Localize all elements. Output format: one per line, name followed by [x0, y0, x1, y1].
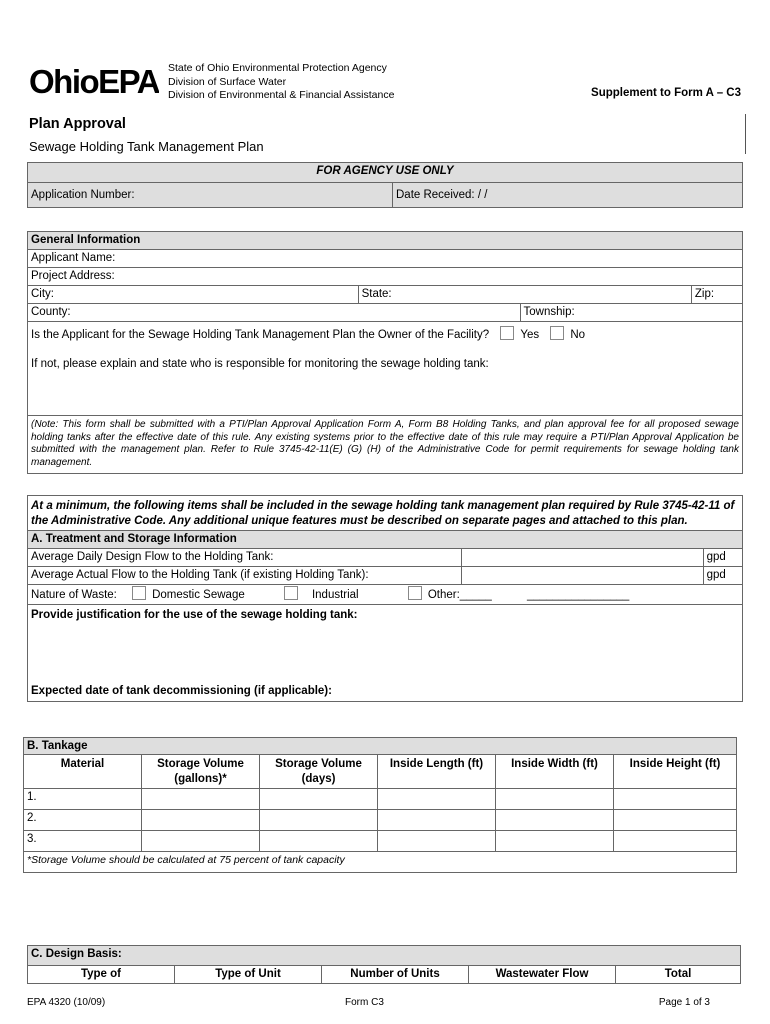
- applicant-name-field[interactable]: Applicant Name:: [28, 250, 743, 268]
- table-row: [24, 789, 737, 810]
- justification-cell[interactable]: [28, 605, 743, 702]
- general-information-table: [27, 231, 743, 474]
- margin-rule: [745, 114, 746, 154]
- table-cell[interactable]: [496, 810, 614, 831]
- justification-prompt: Provide justification for the use of the sewage holding tank:: [31, 609, 358, 621]
- table-cell[interactable]: [260, 789, 378, 810]
- domestic-label: Domestic Sewage: [152, 589, 245, 601]
- col-inside-height: Inside Height (ft): [614, 755, 737, 789]
- row-number: 3.: [24, 831, 142, 852]
- zip-field[interactable]: Zip:: [691, 286, 742, 304]
- section-b-heading: B. Tankage: [24, 738, 737, 755]
- ohio-epa-logo: [29, 62, 159, 100]
- table-cell[interactable]: [378, 789, 496, 810]
- table-cell[interactable]: [260, 831, 378, 852]
- no-checkbox[interactable]: [550, 326, 564, 340]
- other-line: ________________: [526, 589, 630, 601]
- storage-footnote: *Storage Volume should be calculated at 75 percent of tank capacity: [24, 852, 737, 873]
- avg-actual-flow-input[interactable]: [461, 567, 703, 585]
- other-label: Other:_____: [427, 589, 492, 601]
- table-cell[interactable]: [260, 810, 378, 831]
- owner-question-cell: [28, 322, 743, 416]
- col-inside-width: Inside Width (ft): [496, 755, 614, 789]
- yes-checkbox[interactable]: [500, 326, 514, 340]
- svg-text:OhioEPA: OhioEPA: [29, 63, 159, 100]
- township-field[interactable]: Township:: [520, 304, 742, 322]
- city-field[interactable]: City:: [28, 286, 359, 304]
- agency-line: State of Ohio Environmental Protection Agency: [168, 62, 387, 74]
- col-number-of-units: Number of Units: [322, 966, 469, 984]
- table-cell[interactable]: [378, 810, 496, 831]
- table-cell[interactable]: [614, 789, 737, 810]
- other-checkbox[interactable]: [408, 586, 422, 600]
- state-field[interactable]: State:: [358, 286, 691, 304]
- col-material: Material: [24, 755, 142, 789]
- date-received-field: Date Received: / /: [393, 183, 743, 208]
- table-cell[interactable]: [496, 789, 614, 810]
- page-title: Plan Approval: [29, 116, 126, 132]
- table-cell[interactable]: [378, 831, 496, 852]
- col-inside-length: Inside Length (ft): [378, 755, 496, 789]
- section-b-table: [23, 737, 737, 873]
- section-a-table: [27, 495, 743, 702]
- agency-block: [168, 62, 394, 103]
- col-type-of: Type of: [28, 966, 175, 984]
- section-a-heading: A. Treatment and Storage Information: [28, 531, 743, 549]
- submission-note: (Note: This form shall be submitted with a PTI/Plan Approval Application Form A, Form B8 Holding Tanks, and plan approval fee for all proposed sewage holding tanks after the effective date of this rule. Any existing systems prior to the effective date of this rule may require a PTI/Plan Approval Application be submitted with the management plan. Refer to Rule 3745-42-11(E) (G) (H) of the Administrative Code for permit requirements for sewage holding tank management.: [28, 416, 743, 474]
- nature-of-waste-row: [28, 585, 743, 605]
- section-c-heading: C. Design Basis:: [28, 946, 741, 966]
- yes-label: Yes: [520, 329, 540, 341]
- table-cell[interactable]: [142, 789, 260, 810]
- table-cell[interactable]: [614, 831, 737, 852]
- decommission-prompt: Expected date of tank decommissioning (if applicable):: [31, 685, 332, 697]
- col-wastewater-flow: Wastewater Flow: [469, 966, 616, 984]
- table-row: [24, 810, 737, 831]
- agency-line: Division of Surface Water: [168, 75, 287, 88]
- nature-of-waste-label: Nature of Waste:: [31, 589, 117, 601]
- avg-design-flow-label: Average Daily Design Flow to the Holding Tank:: [28, 549, 462, 567]
- page-number: Page 1 of 3: [658, 997, 710, 1008]
- table-cell[interactable]: [496, 831, 614, 852]
- col-total: Total: [616, 966, 741, 984]
- table-cell[interactable]: [142, 831, 260, 852]
- domestic-checkbox[interactable]: [132, 586, 146, 600]
- form-number: EPA 4320 (10/09): [27, 997, 106, 1008]
- application-number-field: Application Number:: [28, 183, 393, 208]
- col-storage-days: Storage Volume (days): [260, 755, 378, 789]
- industrial-checkbox[interactable]: [284, 586, 298, 600]
- row-number: 1.: [24, 789, 142, 810]
- avg-actual-flow-label: Average Actual Flow to the Holding Tank (if existing Holding Tank):: [28, 567, 462, 585]
- table-cell[interactable]: [142, 810, 260, 831]
- table-cell[interactable]: [614, 810, 737, 831]
- project-address-field[interactable]: Project Address:: [28, 268, 743, 286]
- owner-question: Is the Applicant for the Sewage Holding Tank Management Plan the Owner of the Facility?: [31, 329, 490, 341]
- industrial-label: Industrial: [311, 589, 359, 601]
- col-storage-gallons: Storage Volume (gallons)*: [142, 755, 260, 789]
- form-label: Form C3: [345, 997, 384, 1008]
- table-row: [24, 831, 737, 852]
- county-field[interactable]: County:: [28, 304, 521, 322]
- agency-use-heading: FOR AGENCY USE ONLY: [28, 163, 743, 183]
- agency-line: Division of Environmental & Financial Assistance: [168, 89, 395, 101]
- avg-design-flow-input[interactable]: [461, 549, 703, 567]
- supplement-label: Supplement to Form A – C3: [591, 87, 741, 99]
- page-subtitle: Sewage Holding Tank Management Plan: [29, 139, 264, 154]
- col-type-of-unit: Type of Unit: [175, 966, 322, 984]
- agency-use-table: [27, 162, 743, 208]
- no-label: No: [570, 329, 586, 341]
- avg-design-flow-unit: gpd: [703, 549, 742, 567]
- explain-prompt: If not, please explain and state who is responsible for monitoring the sewage holding tank:: [31, 358, 489, 370]
- general-heading: General Information: [28, 232, 743, 250]
- section-a-intro: At a minimum, the following items shall be included in the sewage holding tank management plan required by Rule 3745-42-11 of the Administrative Code. Any additional unique features must be described on separate pages and attached to this plan.: [28, 496, 743, 531]
- avg-actual-flow-unit: gpd: [703, 567, 742, 585]
- row-number: 2.: [24, 810, 142, 831]
- section-c-table: [27, 945, 741, 984]
